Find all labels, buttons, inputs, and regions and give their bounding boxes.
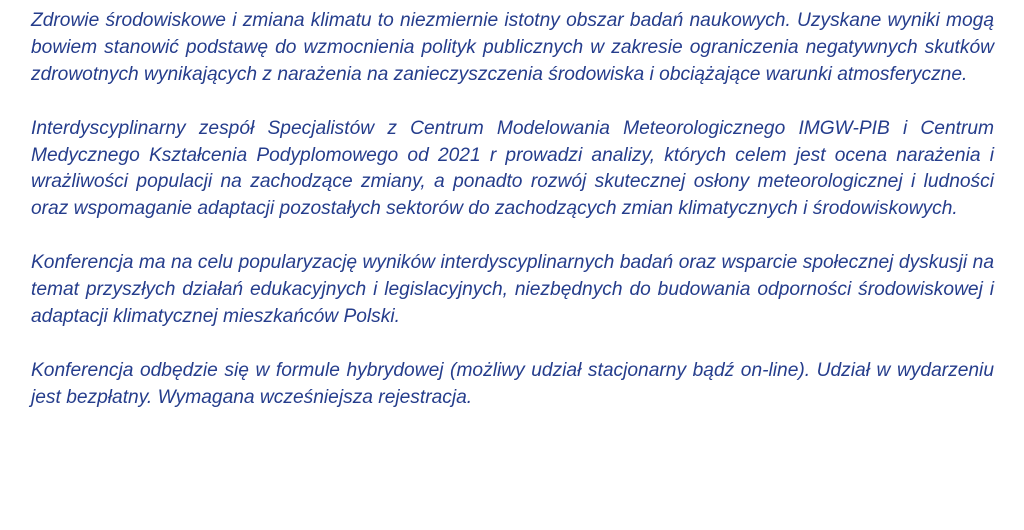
- paragraph-research-team: Interdyscyplinarny zespół Specjalistów z Centrum Modelowania Meteorologicznego IMGW-PIB i Centrum Medycznego Kształcenia Podyplomowego od 2021 r prowadzi analizy, których celem jest ocena narażenia i wrażliwości populacji na zachodzące zmiany, a ponadto rozwój skutecznej osłony meteorologicznej i ludności oraz wspomaganie adaptacji pozostałych sektorów do zachodzących zmian klimatycznych i środowiskowych.: [31, 117, 994, 220]
- paragraph-environmental-health: Zdrowie środowiskowe i zmiana klimatu to niezmiernie istotny obszar badań naukowych. Uzyskane wyniki mogą bowiem stanowić podstawę do wzmocnienia polityk publicznych w zakresie ograniczenia negatywnych skutków zdrowotnych wynikających z narażenia na zanieczyszczenia środowiska i obciążające warunki atmosferyczne.: [31, 10, 994, 85]
- conference-description: [31, 8, 994, 412]
- paragraph-conference-goal: Konferencja ma na celu popularyzację wyników interdyscyplinarnych badań oraz wsparcie społecznej dyskusji na temat przyszłych działań edukacyjnych i legislacyjnych, niezbędnych do budowania odporności środowiskowej i adaptacji klimatycznej mieszkańców Polski.: [31, 252, 994, 327]
- paragraph-conference-format: Konferencja odbędzie się w formule hybrydowej (możliwy udział stacjonarny bądź on-line). Udział w wydarzeniu jest bezpłatny. Wymagana wcześniejsza rejestracja.: [31, 359, 994, 408]
